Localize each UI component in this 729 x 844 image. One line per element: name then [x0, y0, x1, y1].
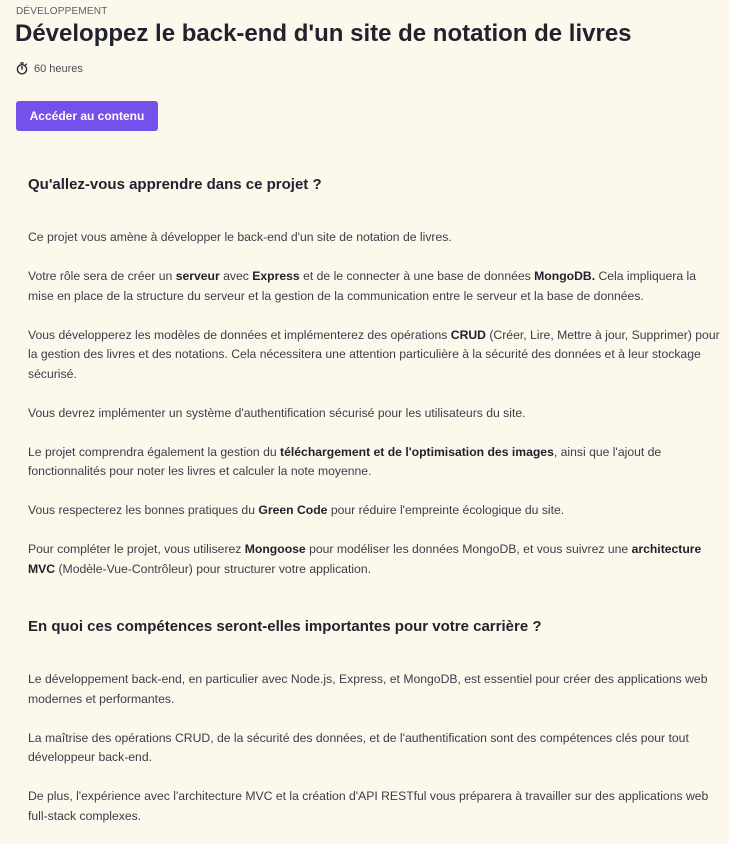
bold-term: serveur — [175, 269, 220, 283]
section-heading-career: En quoi ces compétences seront-elles importantes pour votre carrière ? — [28, 618, 542, 635]
access-content-button[interactable]: Accéder au contenu — [16, 101, 158, 131]
duration-label: 60 heures — [34, 62, 83, 75]
project-description — [28, 175, 720, 826]
paragraph: Le développement back-end, en particulier avec Node.js, Express, et MongoDB, est essentiel pour créer des applications web modernes et performantes. — [28, 672, 708, 706]
paragraph: Le projet comprendra également la gestion du téléchargement et de l'optimisation des images, ainsi que l'ajout de fonctionnalités pour noter les livres et calculer la note moyenne. — [28, 444, 662, 478]
page-title: Développez le back-end d'un site de notation de livres — [15, 20, 632, 47]
paragraph: Ce projet vous amène à développer le back-end d'un site de notation de livres. — [28, 230, 452, 244]
paragraph: De plus, l'expérience avec l'architecture MVC et la création d'API RESTful vous préparera à travailler sur des applications web full-stack complexes. — [28, 789, 709, 823]
bold-term: Express — [252, 269, 300, 283]
course-duration — [16, 62, 83, 75]
section-heading-learn: Qu'allez-vous apprendre dans ce projet ? — [28, 176, 322, 193]
paragraph: Vous devrez implémenter un système d'authentification sécurisé pour les utilisateurs du site. — [28, 405, 526, 420]
course-category: DÉVELOPPEMENT — [16, 6, 108, 17]
paragraph: Vous respecterez les bonnes pratiques du Green Code pour réduire l'empreinte écologique du site. — [28, 503, 565, 517]
bold-term: téléchargement et de l'optimisation des images — [280, 444, 554, 459]
bold-term: architecture MVC — [28, 542, 702, 576]
stopwatch-icon — [16, 62, 28, 75]
bold-term: Green Code — [258, 503, 328, 517]
paragraph: Votre rôle sera de créer un serveur avec Express et de le connecter à une base de données MongoDB. Cela impliquera la mise en place de la structure du serveur et la gestion de la communication entre le serveur et la base de données. — [28, 269, 697, 303]
bold-term: CRUD — [450, 327, 486, 342]
bold-term: MongoDB. — [534, 269, 596, 283]
paragraph: Pour compléter le projet, vous utiliserez Mongoose pour modéliser les données MongoDB, et vous suivrez une architecture MVC (Modèle-Vue-Contrôleur) pour structurer votre application. — [28, 542, 702, 576]
paragraph: La maîtrise des opérations CRUD, de la sécurité des données, et de l'authentification sont des compétences clés pour tout développeur back-end. — [28, 730, 689, 764]
paragraph: Vous développerez les modèles de données et implémenterez des opérations CRUD (Créer, Lire, Mettre à jour, Supprimer) pour la gestion des livres et des notations. Cela nécessitera une attention particulière à la sécurité des données et à leur stockage sécurisé. — [28, 327, 720, 381]
bold-term: Mongoose — [244, 542, 306, 556]
